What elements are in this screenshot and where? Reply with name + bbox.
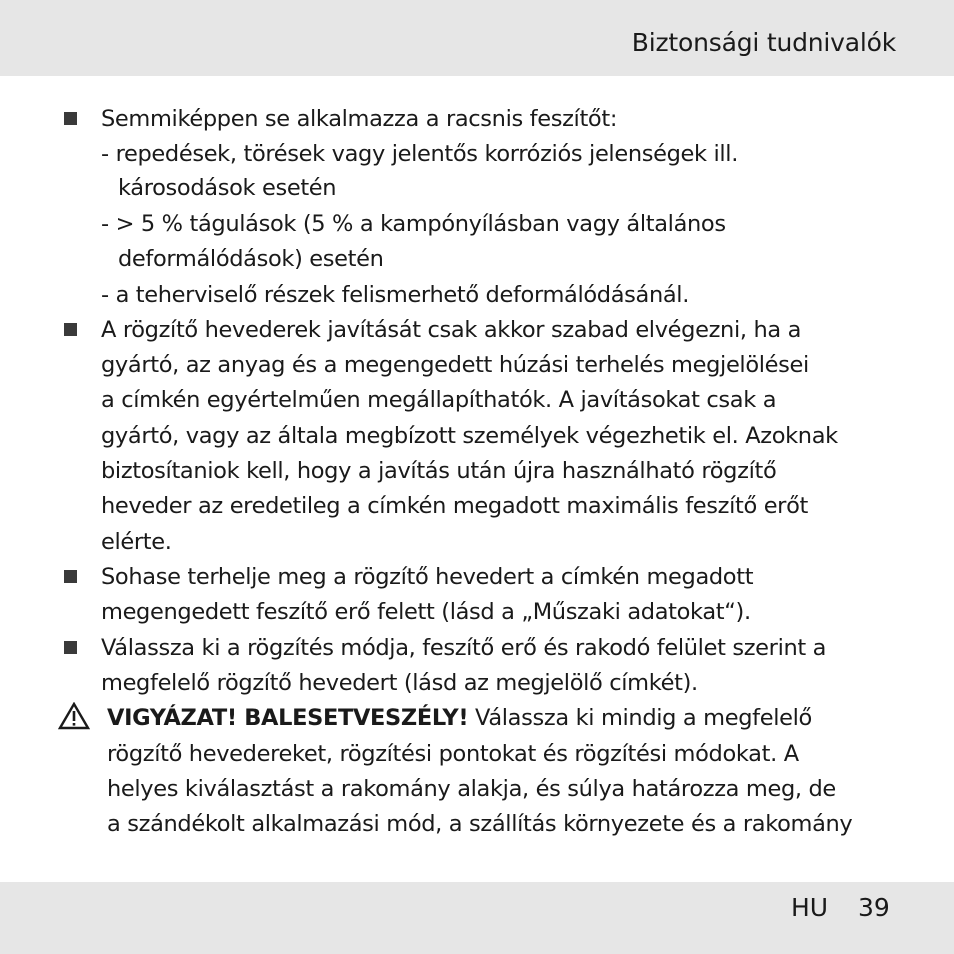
text-line: - > 5 % tágulások (5 % a kampónyílásban vagy általános <box>101 211 726 237</box>
text-line: - repedések, törések vagy jelentős korróziós jelenségek ill. <box>101 141 739 167</box>
text-line: gyártó, vagy az általa megbízott személyek végezhetik el. Azoknak <box>101 423 838 449</box>
text-line: Semmiképpen se alkalmazza a racsnis feszítőt: <box>101 106 618 132</box>
square-bullet-icon <box>64 112 77 125</box>
text-line: helyes kiválasztást a rakomány alakja, és súlya határozza meg, de <box>107 776 836 802</box>
text-line: A rögzítő hevederek javítását csak akkor szabad elvégezni, ha a <box>101 317 802 343</box>
warning-text: Válassza ki mindig a megfelelő <box>468 705 812 731</box>
text-line: károsodások esetén <box>118 175 337 201</box>
square-bullet-icon <box>64 570 77 583</box>
text-line: a címkén egyértelműen megállapíthatók. A javításokat csak a <box>101 387 777 413</box>
text-line: - a teherviselő részek felismerhető deformálódásánál. <box>101 282 690 308</box>
text-line: megengedett feszítő erő felett (lásd a „Műszaki adatokat“). <box>101 599 751 625</box>
square-bullet-icon <box>64 323 77 336</box>
text-line: gyártó, az anyag és a megengedett húzási terhelés megjelölései <box>101 352 809 378</box>
warning-triangle-icon <box>58 702 90 730</box>
text-line: elérte. <box>101 529 172 555</box>
text-line: megfelelő rögzítő hevedert (lásd az megjelölő címkét). <box>101 670 698 696</box>
language-code: HU <box>791 893 829 922</box>
text-line: rögzítő hevedereket, rögzítési pontokat és rögzítési módokat. A <box>107 741 799 767</box>
warning-line <box>107 703 812 733</box>
text-line: heveder az eredetileg a címkén megadott maximális feszítő erőt <box>101 493 808 519</box>
text-line: Sohase terhelje meg a rögzítő hevedert a címkén megadott <box>101 564 754 590</box>
page-title: Biztonsági tudnivalók <box>631 28 896 57</box>
warning-label: VIGYÁZAT! BALESETVESZÉLY! <box>107 705 469 731</box>
text-line: Válassza ki a rögzítés módja, feszítő erő és rakodó felület szerint a <box>101 635 827 661</box>
square-bullet-icon <box>64 641 77 654</box>
text-line: a szándékolt alkalmazási mód, a szállítás környezete és a rakomány <box>107 811 853 837</box>
text-line: deformálódások) esetén <box>118 246 384 272</box>
text-line: biztosítaniok kell, hogy a javítás után újra használható rögzítő <box>101 458 777 484</box>
page-number: 39 <box>858 893 890 922</box>
